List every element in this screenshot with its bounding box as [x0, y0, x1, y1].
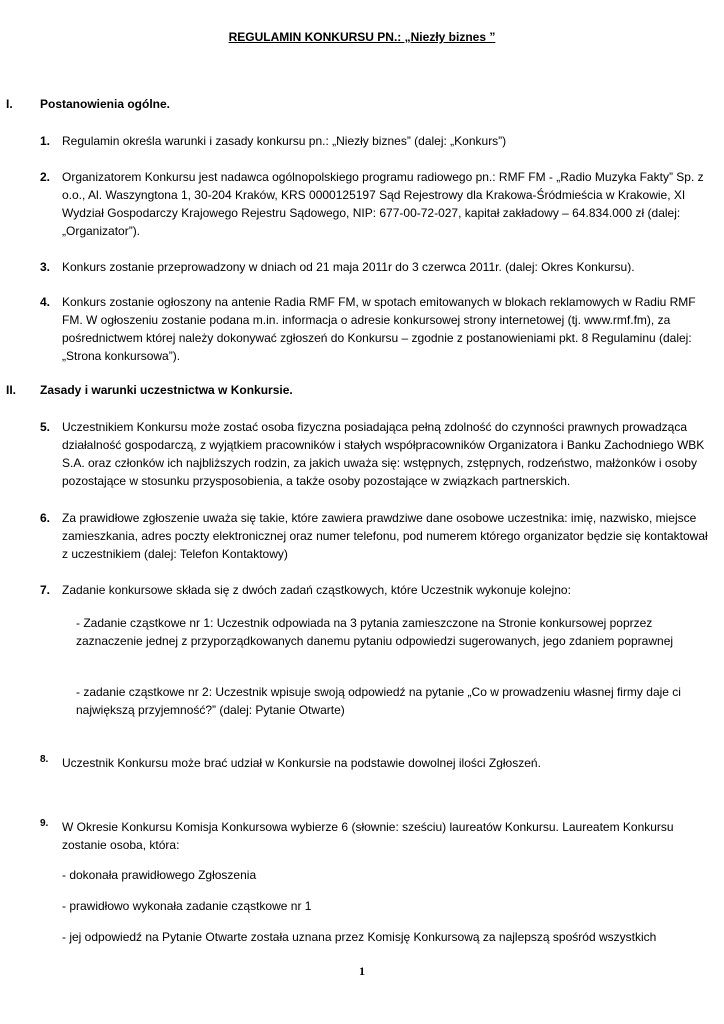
paragraph-text: Regulamin określa warunki i zasady konkursu pn.: „Niezły biznes” (dalej: „Konkurs”) — [62, 134, 507, 148]
section-number: I. — [6, 97, 13, 111]
paragraph-6 — [40, 509, 716, 563]
paragraph-3 — [40, 258, 716, 276]
paragraph-number: 1. — [40, 134, 51, 148]
criterion-1: - dokonała prawidłowego Zgłoszenia — [62, 868, 257, 882]
paragraph-number: 2. — [40, 170, 51, 184]
paragraph-9 — [40, 818, 716, 854]
paragraph-8 — [40, 754, 716, 772]
paragraph-number: 8. — [40, 754, 49, 765]
section-number: II. — [6, 383, 17, 397]
paragraph-text: Zadanie konkursowe składa się z dwóch zadań cząstkowych, które Uczestnik wykonuje kolejno: — [62, 583, 571, 597]
paragraph-text: W Okresie Konkursu Komisja Konkursowa wybierze 6 (słownie: sześciu) laureatów Konkursu. Laureatem Konkursu zostanie osoba, która: — [62, 820, 674, 852]
paragraph-text: Organizatorem Konkursu jest nadawca ogólnopolskiego programu radiowego pn.: RMF FM - „Radio Muzyka Fakty” Sp. z o.o., Al. Waszyngtona 1, 30-204 Kraków, KRS 0000125197 Sąd Rejestrowy dla Krakowa-Śródmieścia w Krakowie, XI Wydział Gospodarczy Krajowego Rejestru Sądowego, NIP: 677-00-72-027, kapitał zakładowy – 64.834.000 zł (dalej: „Organizator”). — [62, 170, 704, 238]
subtask-2: - zadanie cząstkowe nr 2: Uczestnik wpisuje swoją odpowiedź na pytanie „Co w prowadzeniu własnej firmy daje ci największą przyjemność?” (dalej: Pytanie Otwarte) — [76, 685, 681, 717]
section-heading-1 — [6, 97, 170, 111]
paragraph-text: Konkurs zostanie przeprowadzony w dniach od 21 maja 2011r do 3 czerwca 2011r. (dalej: Okres Konkursu). — [62, 260, 635, 274]
paragraph-number: 9. — [40, 818, 49, 829]
paragraph-text: Za prawidłowe zgłoszenie uważa się takie, które zawiera prawdziwe dane osobowe uczestnika: imię, nazwisko, miejsce zamieszkania, adres poczty elektronicznej oraz numer telefonu, pod numerem którego organizator będzie się kontaktował z uczestnikiem (dalej: Telefon Kontaktowy) — [62, 511, 708, 561]
paragraph-number: 3. — [40, 260, 51, 274]
criterion-2: - prawidłowo wykonała zadanie cząstkowe nr 1 — [62, 899, 312, 913]
paragraph-number: 4. — [40, 295, 51, 309]
paragraph-text: Uczestnikiem Konkursu może zostać osoba fizyczna posiadająca pełną zdolność do czynności prawnych prowadząca działalność gospodarczą, z wyjątkiem pracowników i stałych współpracowników Organizatora i Banku Zachodniego WBK S.A. oraz członków ich najbliższych rodzin, za jakich uważa się: wstępnych, zstępnych, rodzeństwo, małżonków i osoby pozostające w stosunku przysposobienia, a także osoby pozostające w związkach partnerskich. — [62, 420, 705, 488]
paragraph-1 — [40, 132, 716, 150]
paragraph-text: Konkurs zostanie ogłoszony na antenie Radia RMF FM, w spotach emitowanych w blokach reklamowych w Radiu RMF FM. W ogłoszeniu zostanie podana m.in. informacja o adresie konkursowej strony internetowej (tj. www.rmf.fm), za pośrednictwem której należy dokonywać zgłoszeń do Konkursu – zgodnie z postanowieniami pkt. 8 Regulaminu (dalej: „Strona konkursowa”). — [62, 295, 696, 363]
paragraph-5 — [40, 418, 716, 490]
subtask-1: - Zadanie cząstkowe nr 1: Uczestnik odpowiada na 3 pytania zamieszczone na Stronie konkursowej poprzez zaznaczenie jednej z przyporządkowanych danemu pytaniu odpowiedzi sugerowanych, jego zdaniem poprawnej — [76, 616, 674, 648]
criterion-3: - jej odpowiedź na Pytanie Otwarte została uznana przez Komisję Konkursową za najlepszą spośród wszystkich — [62, 930, 657, 944]
paragraph-number: 5. — [40, 420, 51, 434]
section-title: Zasady i warunki uczestnictwa w Konkursie. — [40, 383, 293, 397]
section-heading-2 — [6, 383, 293, 397]
paragraph-2 — [40, 168, 716, 240]
document-title: REGULAMIN KONKURSU PN.: „Niezły biznes ” — [228, 30, 496, 44]
section-title: Postanowienia ogólne. — [40, 97, 171, 111]
paragraph-text: Uczestnik Konkursu może brać udział w Konkursie na podstawie dowolnej ilości Zgłoszeń. — [62, 756, 541, 770]
paragraph-number: 6. — [40, 511, 51, 525]
paragraph-7 — [40, 581, 716, 599]
page-number: 1 — [359, 964, 365, 978]
paragraph-number: 7. — [40, 583, 51, 597]
paragraph-4 — [40, 293, 716, 365]
